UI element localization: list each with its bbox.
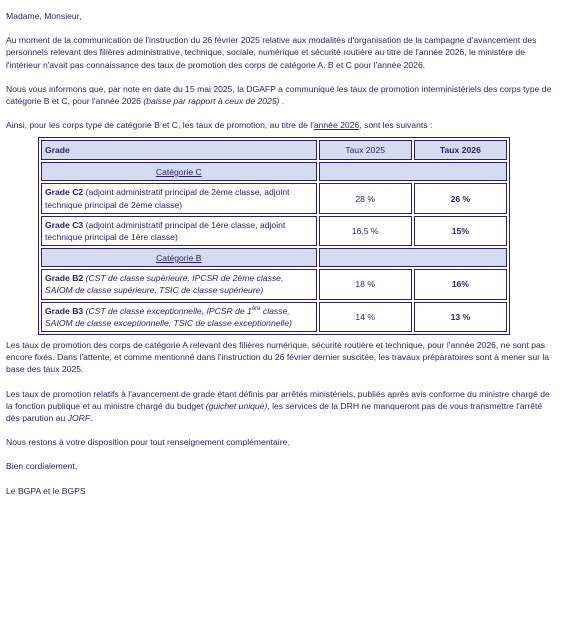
paragraph-disposition: Nous restons à votre disposition pour tout renseignement complémentaire. <box>6 437 290 448</box>
paragraph-dgafp-text: Nous vous informons que, par note en date du 15 mai 2025, la DGAFP a communiqué les taux de promotion interministériels des corps type de catégorie B et C, pour l'année 2026 <box>6 83 552 107</box>
paragraph-arretes <box>6 388 558 425</box>
paragraph-dgafp-italic: (baisse par rapport à ceux de 2025) <box>143 96 280 107</box>
table-row <box>41 216 507 246</box>
paragraph-dgafp-note <box>6 83 558 107</box>
grade-name: Grade B3 <box>45 305 84 316</box>
rate-2026: 13 % <box>414 302 507 332</box>
category-c-label: Catégorie C <box>41 162 317 181</box>
grade-detail: (adjoint administratif principal de 1ère classe, adjoint technique principal de 1ère classe) <box>45 219 286 243</box>
rate-2026: 26 % <box>414 183 507 213</box>
rate-2025: 28 % <box>319 183 412 213</box>
rate-2025: 16,5 % <box>319 216 412 246</box>
table-row <box>41 302 507 332</box>
arretes-d: JORF <box>67 413 91 424</box>
header-grade: Grade <box>41 140 317 160</box>
category-c-blank <box>319 162 507 181</box>
rate-2026: 15% <box>414 216 507 246</box>
arretes-e: . <box>90 413 93 424</box>
header-taux-2026: Taux 2026 <box>414 140 507 160</box>
grade-detail: (adjoint administratif principal de 2ème classe, adjoint technique principal de 2ème classe) <box>45 187 290 210</box>
grade-name: Grade C3 <box>45 219 84 230</box>
category-row-b <box>41 248 507 267</box>
intro-after: , sont les suivants : <box>359 120 433 131</box>
paragraph-category-a: Les taux de promotion des corps de catégorie A relevant des filières numérique, sécurité routière et technique, pour l'année 2026, ne sont pas encore fixés. Dans l'attente, et comme mentionné dans l'instruction du 26 février dernier suscitée, les travaux préparatoires sont à mener sur la base des taux 2025. <box>6 340 550 375</box>
header-taux-2025: Taux 2025 <box>319 140 412 160</box>
table-header-row <box>41 140 507 160</box>
signature: Le BGPA et le BGPS <box>6 485 86 496</box>
grade-cell <box>41 183 317 213</box>
grade-cell <box>41 216 317 246</box>
rate-2026: 16% <box>414 269 507 299</box>
category-row-c <box>41 162 507 181</box>
rate-2025: 18 % <box>319 269 412 299</box>
arretes-b: (guichet unique) <box>205 400 268 411</box>
paragraph-dgafp-end: . <box>279 96 285 107</box>
greeting: Madame, Monsieur, <box>6 11 82 21</box>
paragraph-intro-table <box>6 119 558 131</box>
rate-2025: 14 % <box>319 302 412 332</box>
paragraph-instruction: Au moment de la communication de l'instruction du 26 février 2025 relative aux modalités d'organisation de la campagne d'avancement des personnels relevant des filières administrative, technique, sociale, numérique et sécurité routière au titre de l'année 2026, le ministère de l'intérieur n'avait pas connaissance des taux de promotion des corps de catégorie A, B et C pour l'année 2026. <box>6 35 537 70</box>
category-b-label: Catégorie B <box>41 248 317 267</box>
grade-detail: (CST de classe supérieure, IPCSR de 2ème classe, SAIOM de classe supérieure, TSIC de classe supérieure) <box>45 273 284 296</box>
grade-detail-sup: ère <box>251 305 261 312</box>
grade-detail-b: classe, SAIOM de classe exceptionnelle, TSIC de classe exceptionnelle) <box>45 305 292 328</box>
grade-cell <box>41 302 317 332</box>
grade-name: Grade C2 <box>45 187 84 198</box>
grade-name: Grade B2 <box>45 273 84 284</box>
arretes-a: Les taux de promotion relatifs à l'avancement de grade étant définis par arrêtés ministériels, publiés après avis conforme du ministre chargé de la fonction publique et au ministre chargé du budget <box>6 388 550 411</box>
table-row <box>41 269 507 299</box>
grade-cell <box>41 269 317 299</box>
arretes-c: , les services de la DRH ne manqueront pas de vous transmettre l'arrêté dès parution au <box>6 400 543 424</box>
grade-detail-a: (CST de classe exceptionnelle, IPCSR de 1 <box>83 305 252 316</box>
intro-before: Ainsi, pour les corps type de catégorie B et C, les taux de promotion, au titre de l' <box>6 120 314 131</box>
table-row <box>41 183 507 213</box>
promotion-rates-table <box>38 137 510 335</box>
category-b-blank <box>319 248 507 267</box>
closing: Bien cordialement, <box>6 461 78 472</box>
intro-underlined-year: année 2026 <box>313 120 360 131</box>
